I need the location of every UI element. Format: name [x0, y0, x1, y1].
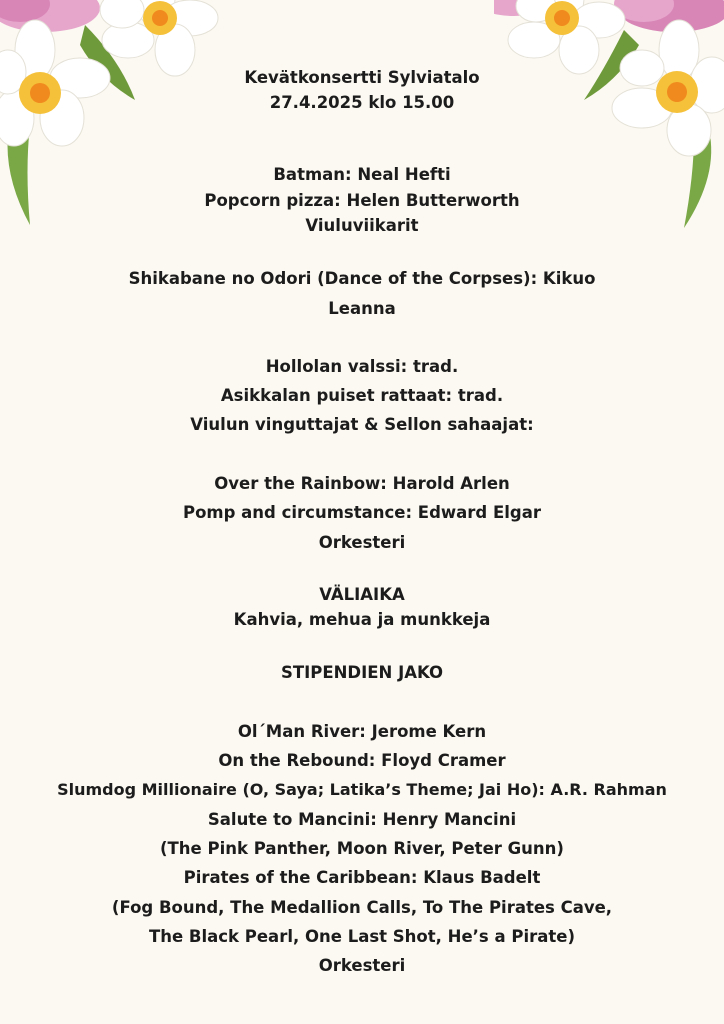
program-item: Over the Rainbow: Harold Arlen: [214, 474, 510, 493]
concert-datetime: 27.4.2025 klo 15.00: [269, 93, 455, 112]
program-item: Shikabane no Odori (Dance of the Corpses): Kikuo: [128, 269, 596, 288]
scholarships-heading: STIPENDIEN JAKO: [280, 663, 444, 682]
concert-title: Kevätkonsertti Sylviatalo: [244, 68, 480, 87]
performer-name: Viuluviikarit: [305, 216, 419, 235]
program-item-detail: (The Pink Panther, Moon River, Peter Gunn): [160, 839, 564, 858]
program-item: Salute to Mancini: Henry Mancini: [207, 810, 517, 829]
performer-name: Leanna: [328, 299, 396, 318]
daffodil-icon: [100, 0, 218, 76]
performer-name: Viulun vinguttajat & Sellon sahaajat:: [190, 415, 534, 434]
program-item: Batman: Neal Hefti: [273, 165, 451, 184]
program-item: On the Rebound: Floyd Cramer: [218, 751, 506, 770]
intermission-note: Kahvia, mehua ja munkkeja: [233, 610, 491, 629]
intermission-heading: VÄLIAIKA: [319, 585, 405, 604]
program-item: Hollolan valssi: trad.: [265, 357, 459, 376]
performer-name: Orkesteri: [318, 533, 406, 552]
program-item: Pomp and circumstance: Edward Elgar: [183, 503, 541, 522]
program-item: Asikkalan puiset rattaat: trad.: [220, 386, 504, 405]
program-item: Pirates of the Caribbean: Klaus Badelt: [183, 868, 541, 887]
program-item: Popcorn pizza: Helen Butterworth: [204, 191, 520, 210]
program-item-detail: (Fog Bound, The Medallion Calls, To The Pirates Cave,: [111, 898, 613, 917]
program-item: Slumdog Millionaire (O, Saya; Latika’s Theme; Jai Ho): A.R. Rahman: [57, 780, 667, 799]
performer-name: Orkesteri: [318, 956, 406, 975]
program-item-detail: The Black Pearl, One Last Shot, He’s a Pirate): [148, 927, 576, 946]
program-item: Ol´Man River: Jerome Kern: [237, 722, 487, 741]
